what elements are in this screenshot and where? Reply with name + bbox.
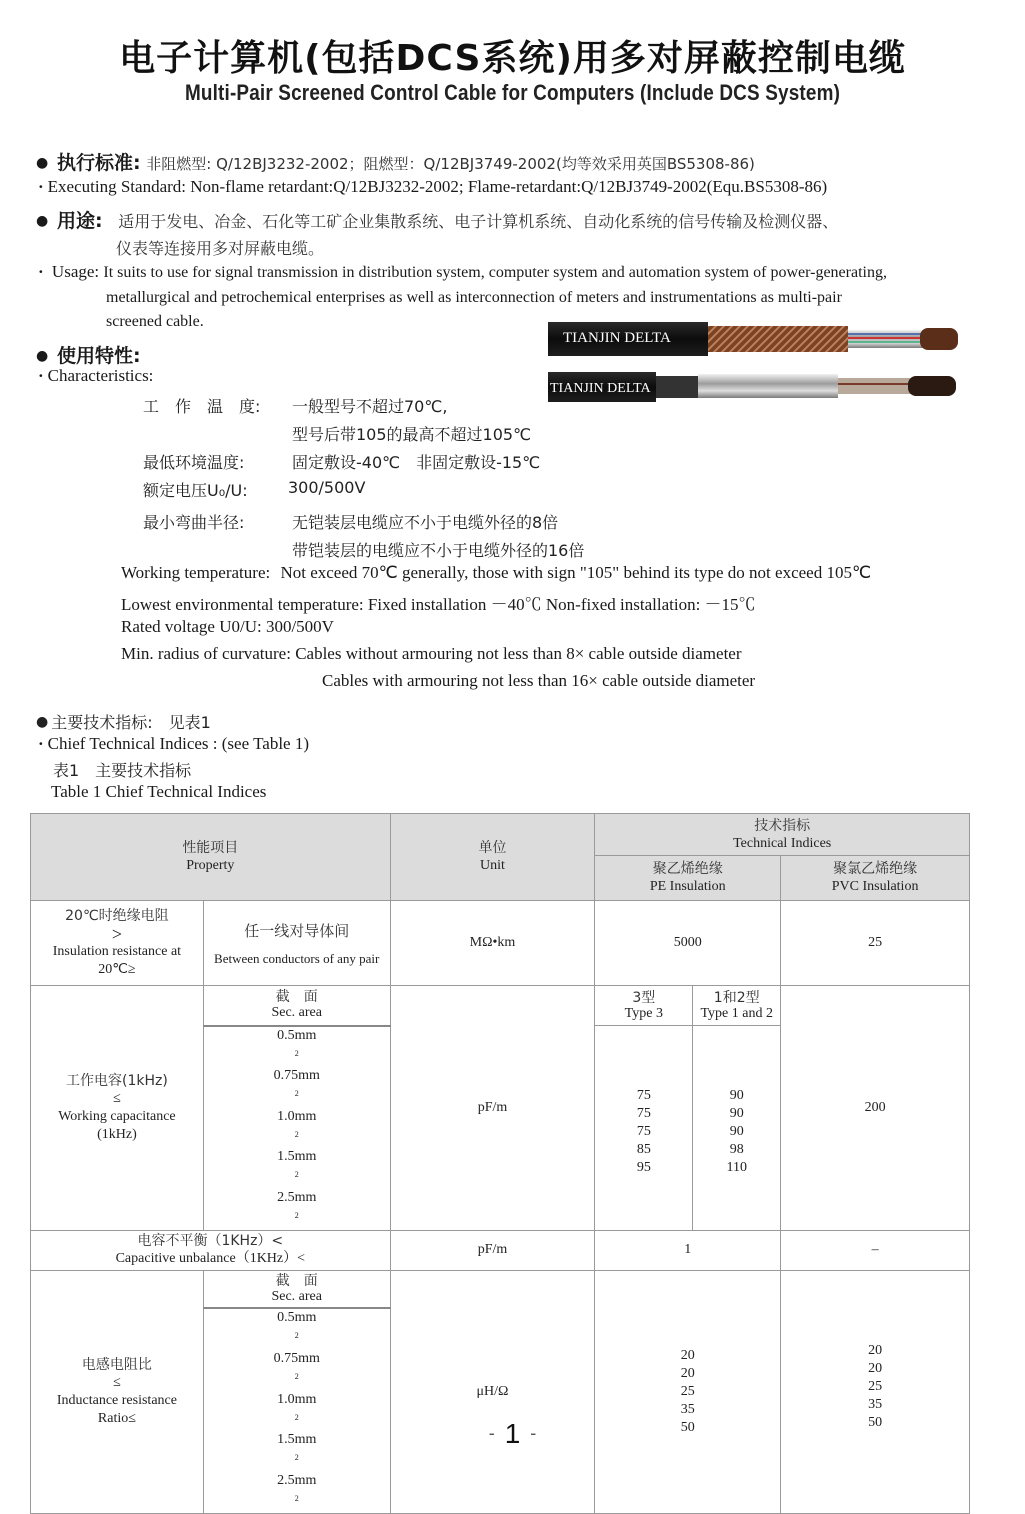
insulation-pe: 5000: [595, 901, 781, 986]
inductance-name-en: Inductance resistance: [56, 1392, 177, 1408]
capacitance-type12-value: 110: [726, 1159, 747, 1175]
inductance-pe-value: 35: [680, 1401, 695, 1417]
capacitance-areas: [203, 1026, 390, 1231]
char-en-label-2: Rated voltage U0/U:: [121, 617, 262, 636]
inductance-name-en-2: Ratio≤: [97, 1410, 136, 1426]
capacitance-sec-header: [203, 986, 390, 1026]
inductance-pe-value: 50: [680, 1419, 695, 1435]
inductance-area: 2.5mm $^2$: [277, 1472, 317, 1503]
inductance-areas: [203, 1308, 390, 1513]
insulation-sub-cn: 任一线对导体间: [244, 921, 350, 940]
table-caption-en: Table 1 Chief Technical Indices: [51, 782, 267, 801]
inductance-sec-en: Sec. area: [271, 1289, 322, 1305]
header-unit-cn: 单位: [478, 840, 507, 856]
capacitance-sec-cn: 截 面: [275, 989, 318, 1006]
page-dash-left: -: [488, 1423, 495, 1443]
char-en-label-0: Working temperature:: [121, 563, 271, 582]
capacitance-area: 0.5mm $^2$: [277, 1027, 317, 1058]
capacitance-type3-header: [595, 986, 693, 1026]
page-title-en: Multi-Pair Screened Control Cable for Computers (Include DCS System): [184, 80, 841, 105]
capacitance-type12-values: [693, 1026, 781, 1231]
char-cn-value-0: 一般型号不超过70℃,: [292, 397, 448, 416]
inductance-pvc-value: 50: [868, 1414, 883, 1430]
char-en-line-3: [121, 644, 742, 664]
header-pvc-cn: 聚氯乙烯绝缘: [833, 861, 918, 877]
table-caption-cn: 表1 主要技术指标: [53, 761, 192, 780]
inductance-property: [31, 1270, 204, 1513]
char-cn-value-3: 300/500V: [288, 478, 366, 497]
inductance-name-cn: 电感电阻比: [81, 1356, 152, 1373]
inductance-unit: μH/Ω: [390, 1270, 595, 1513]
unbalance-name-en: Capacitive unbalance（1KHz）<: [115, 1251, 306, 1267]
char-en-value-2: 300/500V: [265, 617, 334, 636]
header-tech-en: Technical Indices: [733, 835, 832, 851]
capacitance-symbol: ≤: [113, 1090, 121, 1106]
capacitance-area: 2.5mm $^2$: [277, 1190, 317, 1221]
inductance-pvc-values: [781, 1270, 970, 1513]
page-number: [0, 1418, 1025, 1450]
header-pvc: [781, 856, 970, 901]
usage-label-cn: 用途:: [56, 210, 103, 232]
capacitance-name-cn: 工作电容(1kHz): [66, 1072, 168, 1089]
insulation-sub-en: Between conductors of any pair: [214, 950, 380, 966]
unbalance-name-cn: 电容不平衡（1KHz）<: [137, 1233, 284, 1250]
capacitance-type12-en: Type 1 and 2: [700, 1005, 773, 1021]
header-unit-en: Unit: [480, 858, 505, 873]
inductance-pe-value: 20: [680, 1347, 695, 1363]
char-cn-value-5: 带铠装层的电缆应不小于电缆外径的16倍: [292, 541, 585, 560]
inductance-area: 0.75mm $^2$: [273, 1350, 320, 1381]
char-en-value-0: Not exceed 70℃ generally, those with sign "105" behind its type do not exceed 105℃: [280, 563, 872, 582]
cable-brand-top: TIANJIN DELTA: [563, 330, 671, 346]
header-property: [31, 814, 391, 901]
standard-value-cn: 非阻燃型: Q/12BJ3232-2002；阻燃型：Q/12BJ3749-2002(均等效采用英国BS5308-86): [146, 155, 755, 173]
characteristics-cn: [36, 341, 141, 368]
inductance-symbol: ≤: [113, 1374, 121, 1390]
capacitance-type3-en: Type 3: [624, 1005, 663, 1021]
capacitance-pvc: 200: [781, 986, 970, 1231]
table-row-insulation: [31, 901, 970, 986]
char-cn-value-2: 固定敷设-40℃ 非固定敷设-15℃: [292, 453, 541, 472]
capacitance-type3-value: 75: [636, 1087, 651, 1103]
indices-label-cn: ● 主要技术指标: 见表1: [36, 710, 211, 733]
capacitance-type12-value: 90: [729, 1123, 744, 1139]
inductance-area: 0.5mm $^2$: [277, 1310, 317, 1341]
char-en-label-3: Min. radius of curvature:: [121, 644, 291, 663]
char-en-label-1: Lowest environmental temperature:: [121, 595, 364, 614]
page-dash-right: -: [530, 1423, 537, 1443]
char-cn-label-2: 最低环境温度:: [143, 453, 245, 472]
insulation-unit: MΩ•km: [390, 901, 595, 986]
standard-label-cn: 执行标准:: [56, 152, 141, 174]
usage-value-en-3: screened cable.: [106, 313, 204, 330]
header-tech: [595, 814, 970, 856]
char-cn-value-1: 型号后带105的最高不超过105℃: [292, 425, 532, 444]
insulation-name-cn: 20℃时绝缘电阻: [65, 908, 169, 924]
standard-cn: [36, 148, 755, 175]
inductance-pe-value: 20: [680, 1365, 695, 1381]
insulation-pvc: 25: [781, 901, 970, 986]
technical-indices-table: [30, 813, 970, 1514]
inductance-sec-cn: 截 面: [275, 1273, 318, 1290]
inductance-pe-value: 25: [680, 1383, 695, 1399]
usage-value-en-2: metallurgical and petrochemical enterprises as well as interconnection of meters and instrumentations as multi-pair: [106, 289, 842, 306]
inductance-area: 1.0mm $^2$: [277, 1391, 317, 1422]
table-row-capacitance-head: [31, 986, 970, 1026]
char-cn-label-0: 工 作 温 度:: [143, 397, 261, 416]
inductance-pvc-value: 25: [868, 1378, 883, 1394]
unbalance-unit: pF/m: [390, 1230, 595, 1270]
page-title-cn: 电子计算机(包括DCS系统)用多对屏蔽控制电缆: [119, 38, 906, 79]
page-number-value: 1: [504, 1418, 521, 1449]
inductance-area: 1.5mm $^2$: [277, 1432, 317, 1463]
capacitance-unit: pF/m: [390, 986, 595, 1231]
inductance-pvc-value: 35: [868, 1396, 883, 1412]
capacitance-type12-value: 90: [729, 1087, 744, 1103]
usage-cn: [36, 206, 838, 233]
char-cn-value-4: 无铠装层电缆应不小于电缆外径的8倍: [292, 513, 559, 532]
header-unit: [390, 814, 595, 901]
capacitance-type3-values: [595, 1026, 693, 1231]
usage-value-en-1: It suits to use for signal transmission in distribution system, computer system and automation system of power-generating,: [103, 264, 887, 281]
unbalance-pvc: –: [781, 1230, 970, 1270]
capacitance-type3-value: 85: [636, 1141, 651, 1157]
capacitance-type3-cn: 3型: [632, 989, 656, 1006]
header-pe-en: PE Insulation: [649, 879, 726, 894]
capacitance-type12-value: 98: [729, 1141, 744, 1157]
char-en-line-0: [121, 563, 871, 583]
char-en-line-2: [121, 617, 334, 637]
capacitance-type12-cn: 1和2型: [713, 989, 760, 1006]
capacitance-area: 0.75mm $^2$: [273, 1068, 320, 1099]
char-cn-label-4: 最小弯曲半径:: [143, 513, 245, 532]
usage-label-en: Usage:: [51, 262, 100, 281]
usage-value-cn-2: 仪表等连接用多对屏蔽电缆。: [116, 239, 325, 258]
capacitance-area: 1.0mm $^2$: [277, 1108, 317, 1139]
insulation-symbol: >: [111, 924, 122, 944]
inductance-pvc-value: 20: [868, 1360, 883, 1376]
table-row-inductance-head: [31, 1270, 970, 1308]
insulation-sub: [203, 901, 390, 986]
char-en-value-4: Cables with armouring not less than 16× cable outside diameter: [322, 671, 756, 690]
inductance-pvc-value: 20: [868, 1342, 883, 1358]
header-property-en: Property: [186, 858, 235, 873]
char-en-value-1: Fixed installation －40℃ Non-fixed installation: －15℃: [367, 595, 756, 614]
insulation-name-en-2: 20℃≥: [98, 962, 136, 977]
capacitance-name-en: Working capacitance: [58, 1108, 176, 1124]
inductance-pe-values: [595, 1270, 781, 1513]
insulation-property: [31, 901, 204, 986]
unbalance-property: [31, 1230, 391, 1270]
capacitance-type3-value: 75: [636, 1123, 651, 1139]
unbalance-pe: 1: [595, 1230, 781, 1270]
header-pvc-en: PVC Insulation: [831, 879, 919, 894]
header-property-cn: 性能项目: [182, 840, 239, 856]
table-header-row: [31, 814, 970, 856]
capacitance-name-en-2: (1kHz): [97, 1126, 137, 1142]
characteristics-label-en: · Characteristics:: [38, 366, 153, 386]
inductance-sec-header: [203, 1270, 390, 1308]
capacitance-type3-value: 75: [636, 1105, 651, 1121]
insulation-name-en: Insulation resistance at: [52, 944, 182, 959]
capacitance-type3-value: 95: [636, 1159, 651, 1175]
capacitance-sec-en: Sec. area: [271, 1005, 322, 1021]
usage-value-cn-1: 适用于发电、冶金、石化等工矿企业集散系统、电子计算机系统、自动化系统的信号传输及检测仪器、: [118, 212, 839, 231]
characteristics-label-cn: 使用特性:: [56, 345, 141, 367]
capacitance-area: 1.5mm $^2$: [277, 1149, 317, 1180]
char-cn-label-3: 额定电压U₀/U:: [143, 481, 248, 500]
char-en-line-1: [121, 590, 756, 615]
capacitance-type12-value: 90: [729, 1105, 744, 1121]
capacitance-type12-header: [693, 986, 781, 1026]
header-tech-cn: 技术指标: [754, 817, 811, 834]
header-pe: [595, 856, 781, 901]
standard-en: · Executing Standard: Non-flame retardant:Q/12BJ3232-2002; Flame-retardant:Q/12BJ3749-2002(Equ.BS5308-86): [38, 177, 827, 197]
header-pe-cn: 聚乙烯绝缘: [652, 861, 723, 877]
char-en-value-3: Cables without armouring not less than 8× cable outside diameter: [295, 644, 742, 663]
table-row-unbalance: [31, 1230, 970, 1270]
capacitance-property: [31, 986, 204, 1231]
indices-label-en: · Chief Technical Indices : (see Table 1): [38, 734, 309, 754]
cable-brand-bottom: TIANJIN DELTA: [550, 381, 651, 396]
usage-en: [38, 262, 887, 282]
